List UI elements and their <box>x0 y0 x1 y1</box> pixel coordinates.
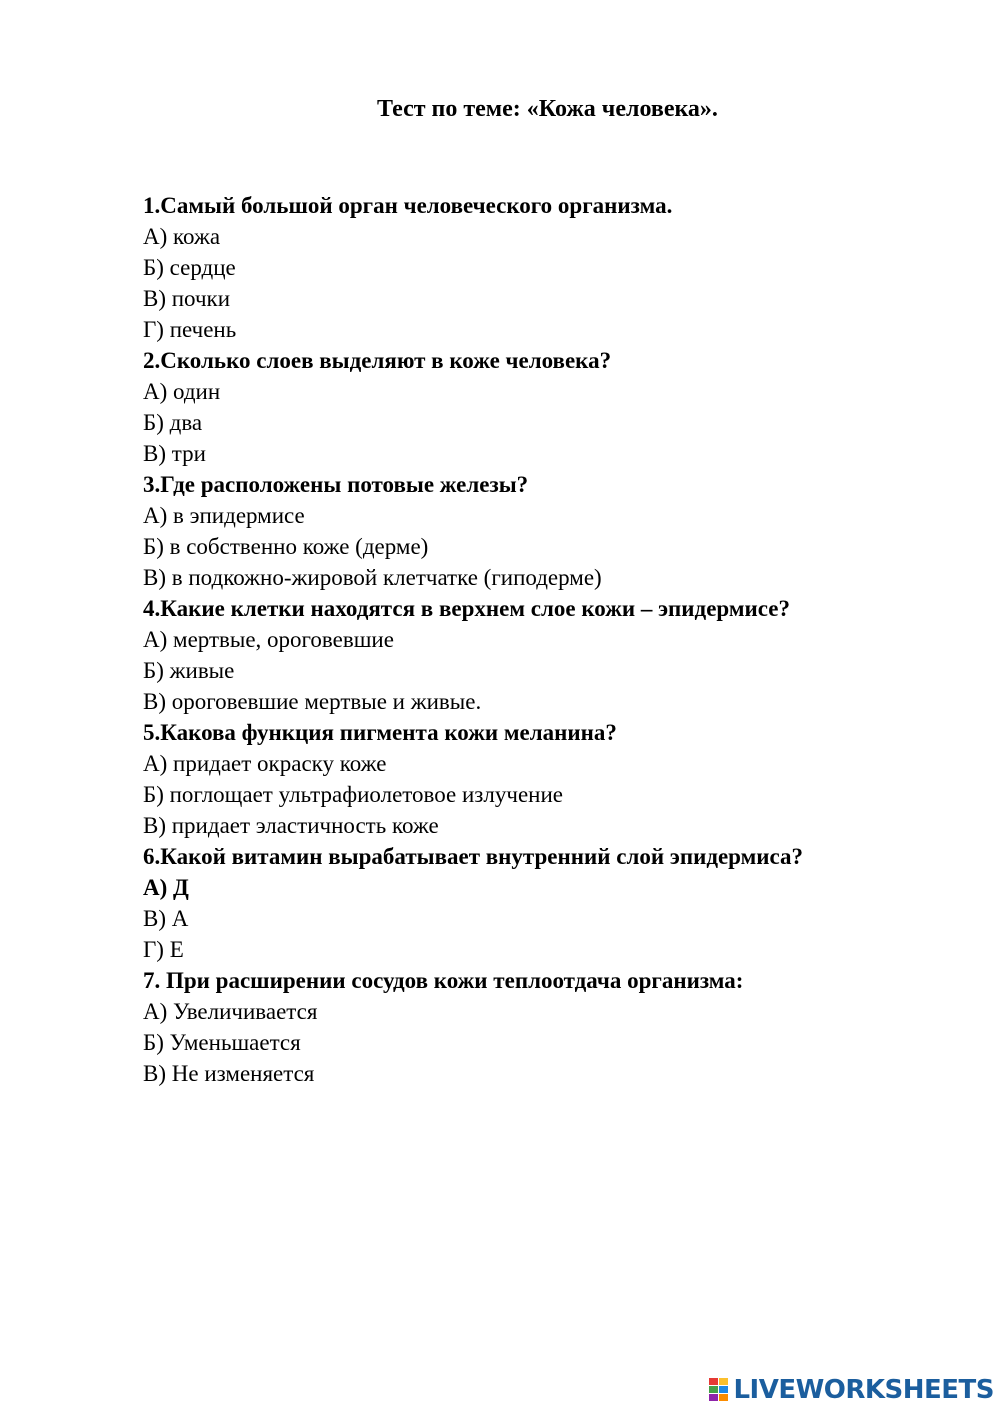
answer-option: Б) Уменьшается <box>143 1030 301 1055</box>
question-5: 5.Какова функция пигмента кожи меланина? <box>143 720 617 745</box>
answer-option: В) в подкожно-жировой клетчатке (гиподерме) <box>143 565 602 590</box>
answer-option: Б) сердце <box>143 255 236 280</box>
answer-option: А) в эпидермисе <box>143 503 305 528</box>
question-7: 7. При расширении сосудов кожи теплоотдача организма: <box>143 968 744 993</box>
answer-option: Б) в собственно коже (дерме) <box>143 534 429 559</box>
question-3: 3.Где расположены потовые железы? <box>143 472 529 497</box>
question-1: 1.Самый большой орган человеческого организма. <box>143 193 673 218</box>
answer-option: А) мертвые, ороговевшие <box>143 627 394 652</box>
question-2: 2.Сколько слоев выделяют в коже человека? <box>143 348 612 373</box>
answer-option: В) А <box>143 906 189 931</box>
answer-option: Б) поглощает ультрафиолетовое излучение <box>143 782 563 807</box>
answer-option: В) ороговевшие мертвые и живые. <box>143 689 482 714</box>
answer-option: А) кожа <box>143 224 221 249</box>
question-4: 4.Какие клетки находятся в верхнем слое кожи – эпидермисе? <box>143 596 790 621</box>
answer-option: А) один <box>143 379 221 404</box>
answer-option: В) почки <box>143 286 231 311</box>
answer-option: Б) два <box>143 410 203 435</box>
answer-option: А) придает окраску коже <box>143 751 387 776</box>
answer-option: В) три <box>143 441 206 466</box>
answer-option: Г) печень <box>143 317 237 342</box>
answer-option: А) Увеличивается <box>143 999 318 1024</box>
answer-option: Б) живые <box>143 658 235 683</box>
answer-option: В) Не изменяется <box>143 1061 315 1086</box>
watermark-text: LIVEWORKSHEETS <box>733 1375 994 1405</box>
page-title: Тест по теме: «Кожа человека». <box>377 96 718 122</box>
answer-option: Г) Е <box>143 937 184 962</box>
liveworksheets-watermark <box>709 1375 994 1405</box>
answer-option: В) придает эластичность коже <box>143 813 439 838</box>
answer-option: А) Д <box>143 875 189 900</box>
test-content <box>143 190 943 1089</box>
liveworksheets-logo-icon <box>709 1378 729 1402</box>
question-6: 6.Какой витамин вырабатывает внутренний слой эпидермиса? <box>143 844 804 869</box>
